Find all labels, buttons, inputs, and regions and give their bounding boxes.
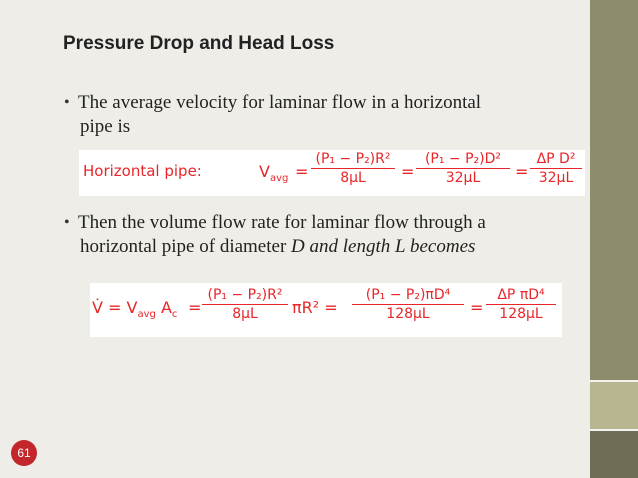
fraction-pressure-form: $\frac{\text{ΔP D²}}{32\mu L}$ (530, 151, 582, 186)
side-bar-dark-segment (590, 430, 638, 478)
bullet-text-line: Then the volume flow rate for laminar flow through a (78, 212, 486, 233)
bullet-icon: • (64, 214, 70, 231)
equals-sign: = (401, 162, 415, 181)
bullet-icon: • (64, 94, 70, 111)
velocity-symbol: $V_{avg}$ (259, 162, 289, 185)
equals-sign: = (470, 298, 484, 317)
flow-rate-symbol: V̇ = $V_{avg}$ $A_c$ (92, 298, 178, 321)
bullet-text-line: The average velocity for laminar flow in a horizontal (78, 92, 482, 113)
equals-sign: = (295, 162, 309, 181)
equals-sign: = (188, 298, 202, 317)
bullet-text-line: pipe is (80, 116, 131, 137)
side-bar-light-segment (590, 380, 638, 430)
equation-volume-flow-rate (90, 283, 562, 337)
equals-sign: = (515, 162, 529, 181)
fraction-diameter-form: $\frac{\text{(P₁ − P₂)D²}}{32\mu L}$ (416, 151, 510, 186)
equation-horizontal-pipe-velocity (79, 150, 585, 196)
equation-label: Horizontal pipe: (83, 162, 202, 180)
pi-r-squared: πR² = (292, 298, 338, 317)
page-number-badge: 61 (11, 440, 37, 466)
side-bar-divider (590, 429, 638, 431)
fraction-diameter-form: $\frac{\text{(P₁ − P₂)πD⁴}}{128\mu L}$ (352, 287, 464, 322)
side-bar-divider (590, 380, 638, 382)
fraction-radius-form: $\frac{\text{(P₁ − P₂)R²}}{8\mu L}$ (202, 287, 288, 322)
fraction-pressure-form: $\frac{\text{ΔP πD⁴}}{128\mu L}$ (486, 287, 556, 322)
slide-title: Pressure Drop and Head Loss (63, 33, 335, 54)
fraction-radius-form: $\frac{\text{(P₁ − P₂)R²}}{8\mu L}$ (311, 151, 395, 186)
bullet-average-velocity (64, 91, 578, 139)
bullet-text-line: horizontal pipe of diameter D and length L becomes (80, 236, 476, 257)
bullet-volume-flow-rate (64, 211, 578, 259)
